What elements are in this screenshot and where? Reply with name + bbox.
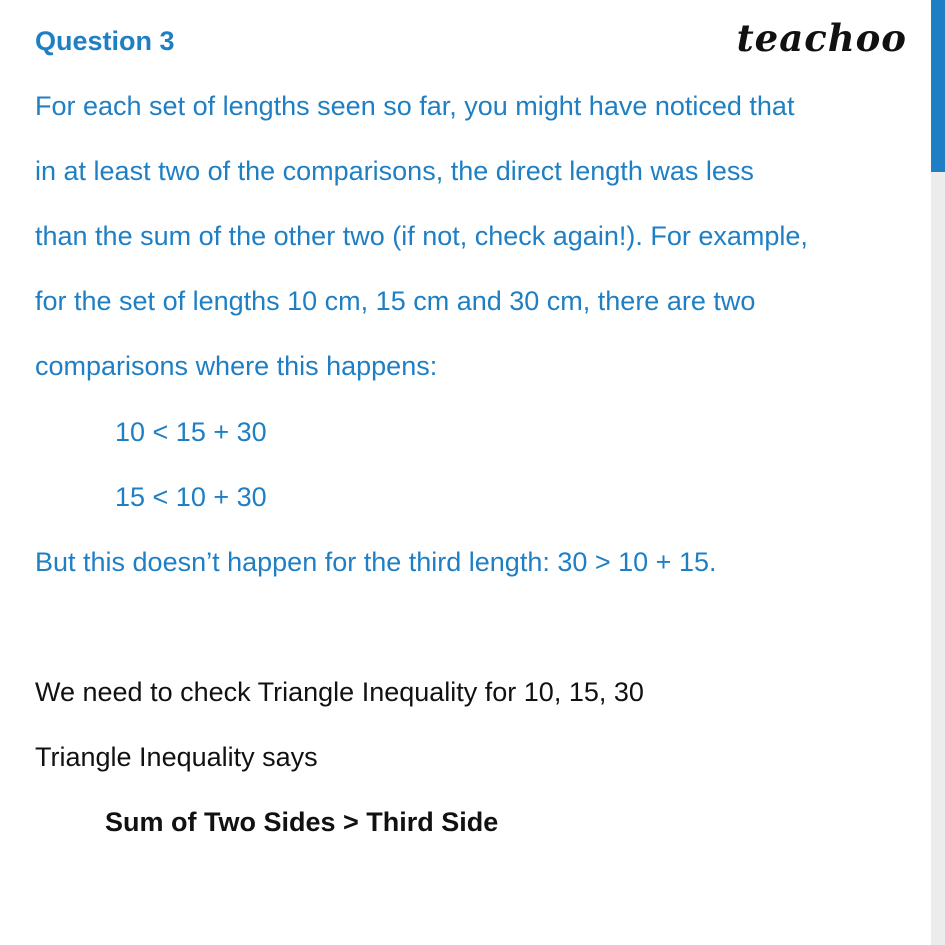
triangle-inequality-rule: Sum of Two Sides > Third Side — [105, 807, 499, 837]
solution-line-2: Triangle Inequality says — [35, 742, 318, 772]
question-title: Question 3 — [35, 26, 175, 56]
scrollbar-thumb[interactable] — [931, 0, 945, 172]
question-closing: But this doesn’t happen for the third length: 30 > 10 + 15. — [35, 547, 717, 577]
question-line-3: than the sum of the other two (if not, check again!). For example, — [35, 221, 808, 251]
teachoo-logo: teachoo — [736, 16, 907, 60]
vertical-scrollbar[interactable] — [931, 0, 945, 945]
question-line-1: For each set of lengths seen so far, you might have noticed that — [35, 91, 795, 121]
question-line-4: for the set of lengths 10 cm, 15 cm and 30 cm, there are two — [35, 286, 756, 316]
question-line-2: in at least two of the comparisons, the direct length was less — [35, 156, 754, 186]
comparison-2: 15 < 10 + 30 — [115, 482, 267, 512]
question-line-5: comparisons where this happens: — [35, 351, 438, 381]
solution-line-1: We need to check Triangle Inequality for 10, 15, 30 — [35, 677, 644, 707]
comparison-1: 10 < 15 + 30 — [115, 417, 267, 447]
